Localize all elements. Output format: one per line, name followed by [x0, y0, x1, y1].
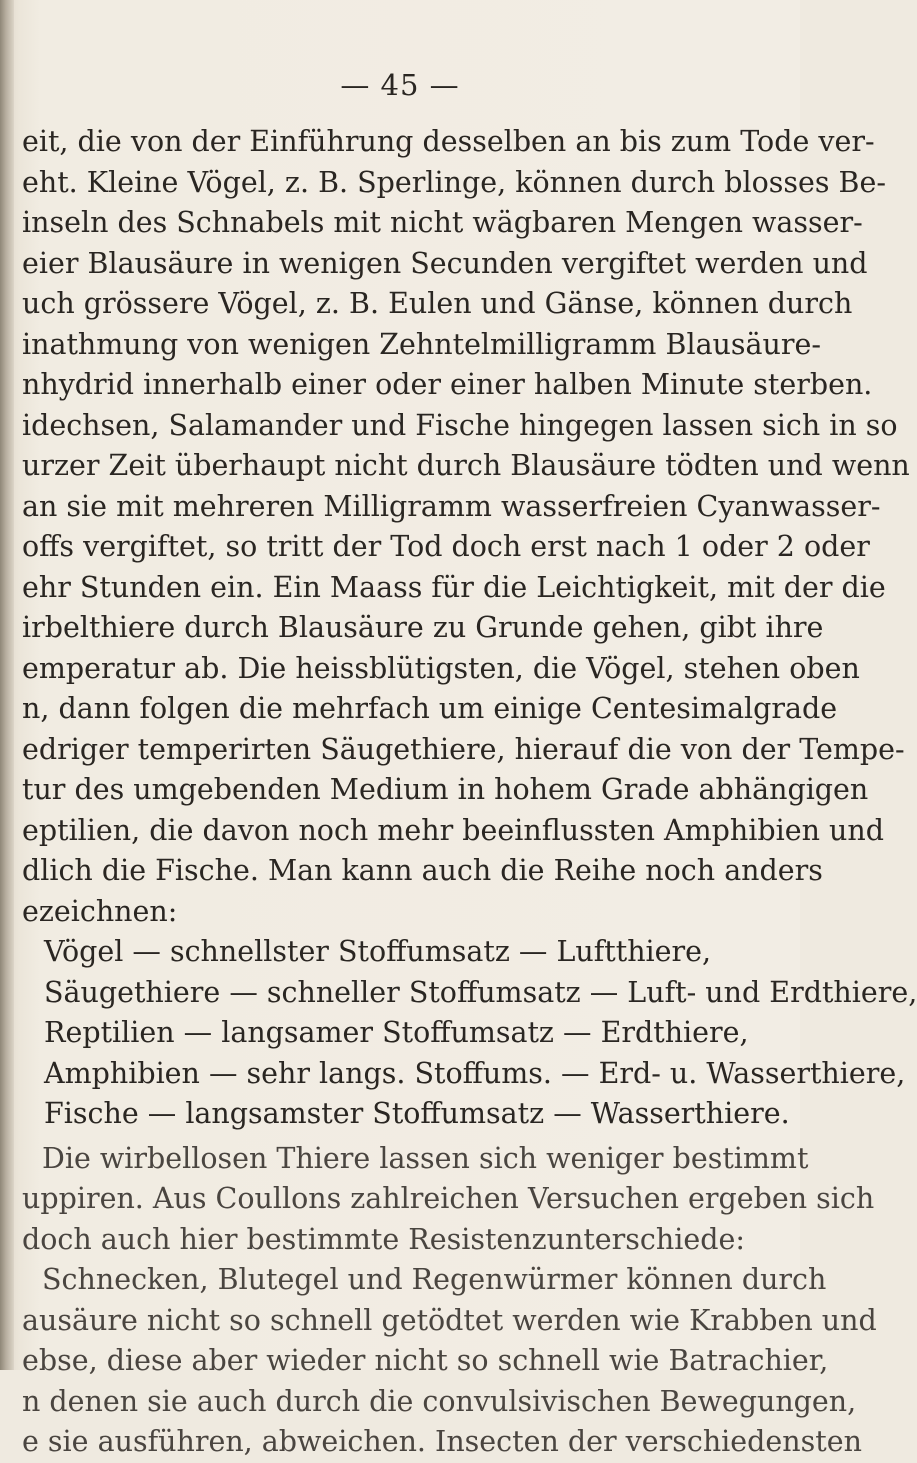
- text-line: uppiren. Aus Coullons zahlreichen Versuchen ergeben sich: [22, 1182, 875, 1215]
- text-line: doch auch hier bestimmte Resistenzunterschiede:: [22, 1222, 745, 1256]
- paragraph-2: [22, 1139, 877, 1463]
- page-number: — 45 —: [340, 68, 460, 102]
- list-item: Säugethiere — schneller Stoffumsatz — Luft- und Erdthiere,: [44, 975, 917, 1009]
- book-gutter-shadow: [0, 0, 14, 1370]
- text-line: nhydrid innerhalb einer oder einer halben Minute sterben.: [22, 368, 873, 401]
- text-line: inathmung von wenigen Zehntelmilligramm Blausäure-: [22, 327, 822, 361]
- text-line: an sie mit mehreren Milligramm wasserfreien Cyanwasser-: [22, 489, 881, 523]
- text-line: ausäure nicht so schnell getödtet werden wie Krabben und: [22, 1303, 877, 1337]
- text-line: Die wirbellosen Thiere lassen sich weniger bestimmt: [42, 1141, 809, 1175]
- text-line: edriger temperirten Säugethiere, hierauf die von der Tempe-: [22, 732, 905, 766]
- text-line: irbelthiere durch Blausäure zu Grunde gehen, gibt ihre: [22, 611, 824, 644]
- list-item: Reptilien — langsamer Stoffumsatz — Erdthiere,: [44, 1016, 749, 1049]
- list-item: Amphibien — sehr langs. Stoffums. — Erd- u. Wasserthiere,: [44, 1056, 906, 1090]
- text-line: eit, die von der Einführung desselben an bis zum Tode ver-: [22, 125, 875, 158]
- text-line: inseln des Schnabels mit nicht wägbaren Mengen wasser-: [22, 206, 863, 239]
- text-line: ehr Stunden ein. Ein Maass für die Leichtigkeit, mit der die: [22, 570, 886, 604]
- text-line: Schnecken, Blutegel und Regenwürmer können durch: [42, 1263, 827, 1296]
- text-line: ebse, diese aber wieder nicht so schnell wie Batrachier,: [22, 1344, 829, 1377]
- text-line: offs vergiftet, so tritt der Tod doch erst nach 1 oder 2 oder: [22, 530, 870, 563]
- paragraph-1: [22, 122, 910, 932]
- list-item: Vögel — schnellster Stoffumsatz — Luftthiere,: [44, 935, 712, 968]
- text-line: idechsen, Salamander und Fische hingegen lassen sich in so: [22, 408, 898, 442]
- text-line: tur des umgebenden Medium in hohem Grade abhängigen: [22, 773, 869, 806]
- text-line: e sie ausführen, abweichen. Insecten der verschiedensten: [22, 1425, 862, 1458]
- text-line: emperatur ab. Die heissblütigsten, die Vögel, stehen oben: [22, 651, 860, 685]
- list-item: Fische — langsamster Stoffumsatz — Wasserthiere.: [44, 1097, 790, 1130]
- text-line: n, dann folgen die mehrfach um einige Centesimalgrade: [22, 692, 838, 725]
- text-line: eht. Kleine Vögel, z. B. Sperlinge, können durch blosses Be-: [22, 165, 886, 199]
- text-line: eier Blausäure in wenigen Secunden vergiftet werden und: [22, 246, 868, 280]
- text-line: eptilien, die davon noch mehr beeinflussten Amphibien und: [22, 813, 884, 847]
- animal-classification-list: [22, 932, 917, 1135]
- text-line: uch grössere Vögel, z. B. Eulen und Gänse, können durch: [22, 287, 853, 320]
- text-line: n denen sie auch durch die convulsivischen Bewegungen,: [22, 1384, 857, 1418]
- text-line: urzer Zeit überhaupt nicht durch Blausäure tödten und wenn: [22, 449, 910, 482]
- text-line: ezeichnen:: [22, 894, 178, 928]
- text-line: dlich die Fische. Man kann auch die Reihe noch anders: [22, 854, 823, 887]
- page-body: [22, 122, 917, 1463]
